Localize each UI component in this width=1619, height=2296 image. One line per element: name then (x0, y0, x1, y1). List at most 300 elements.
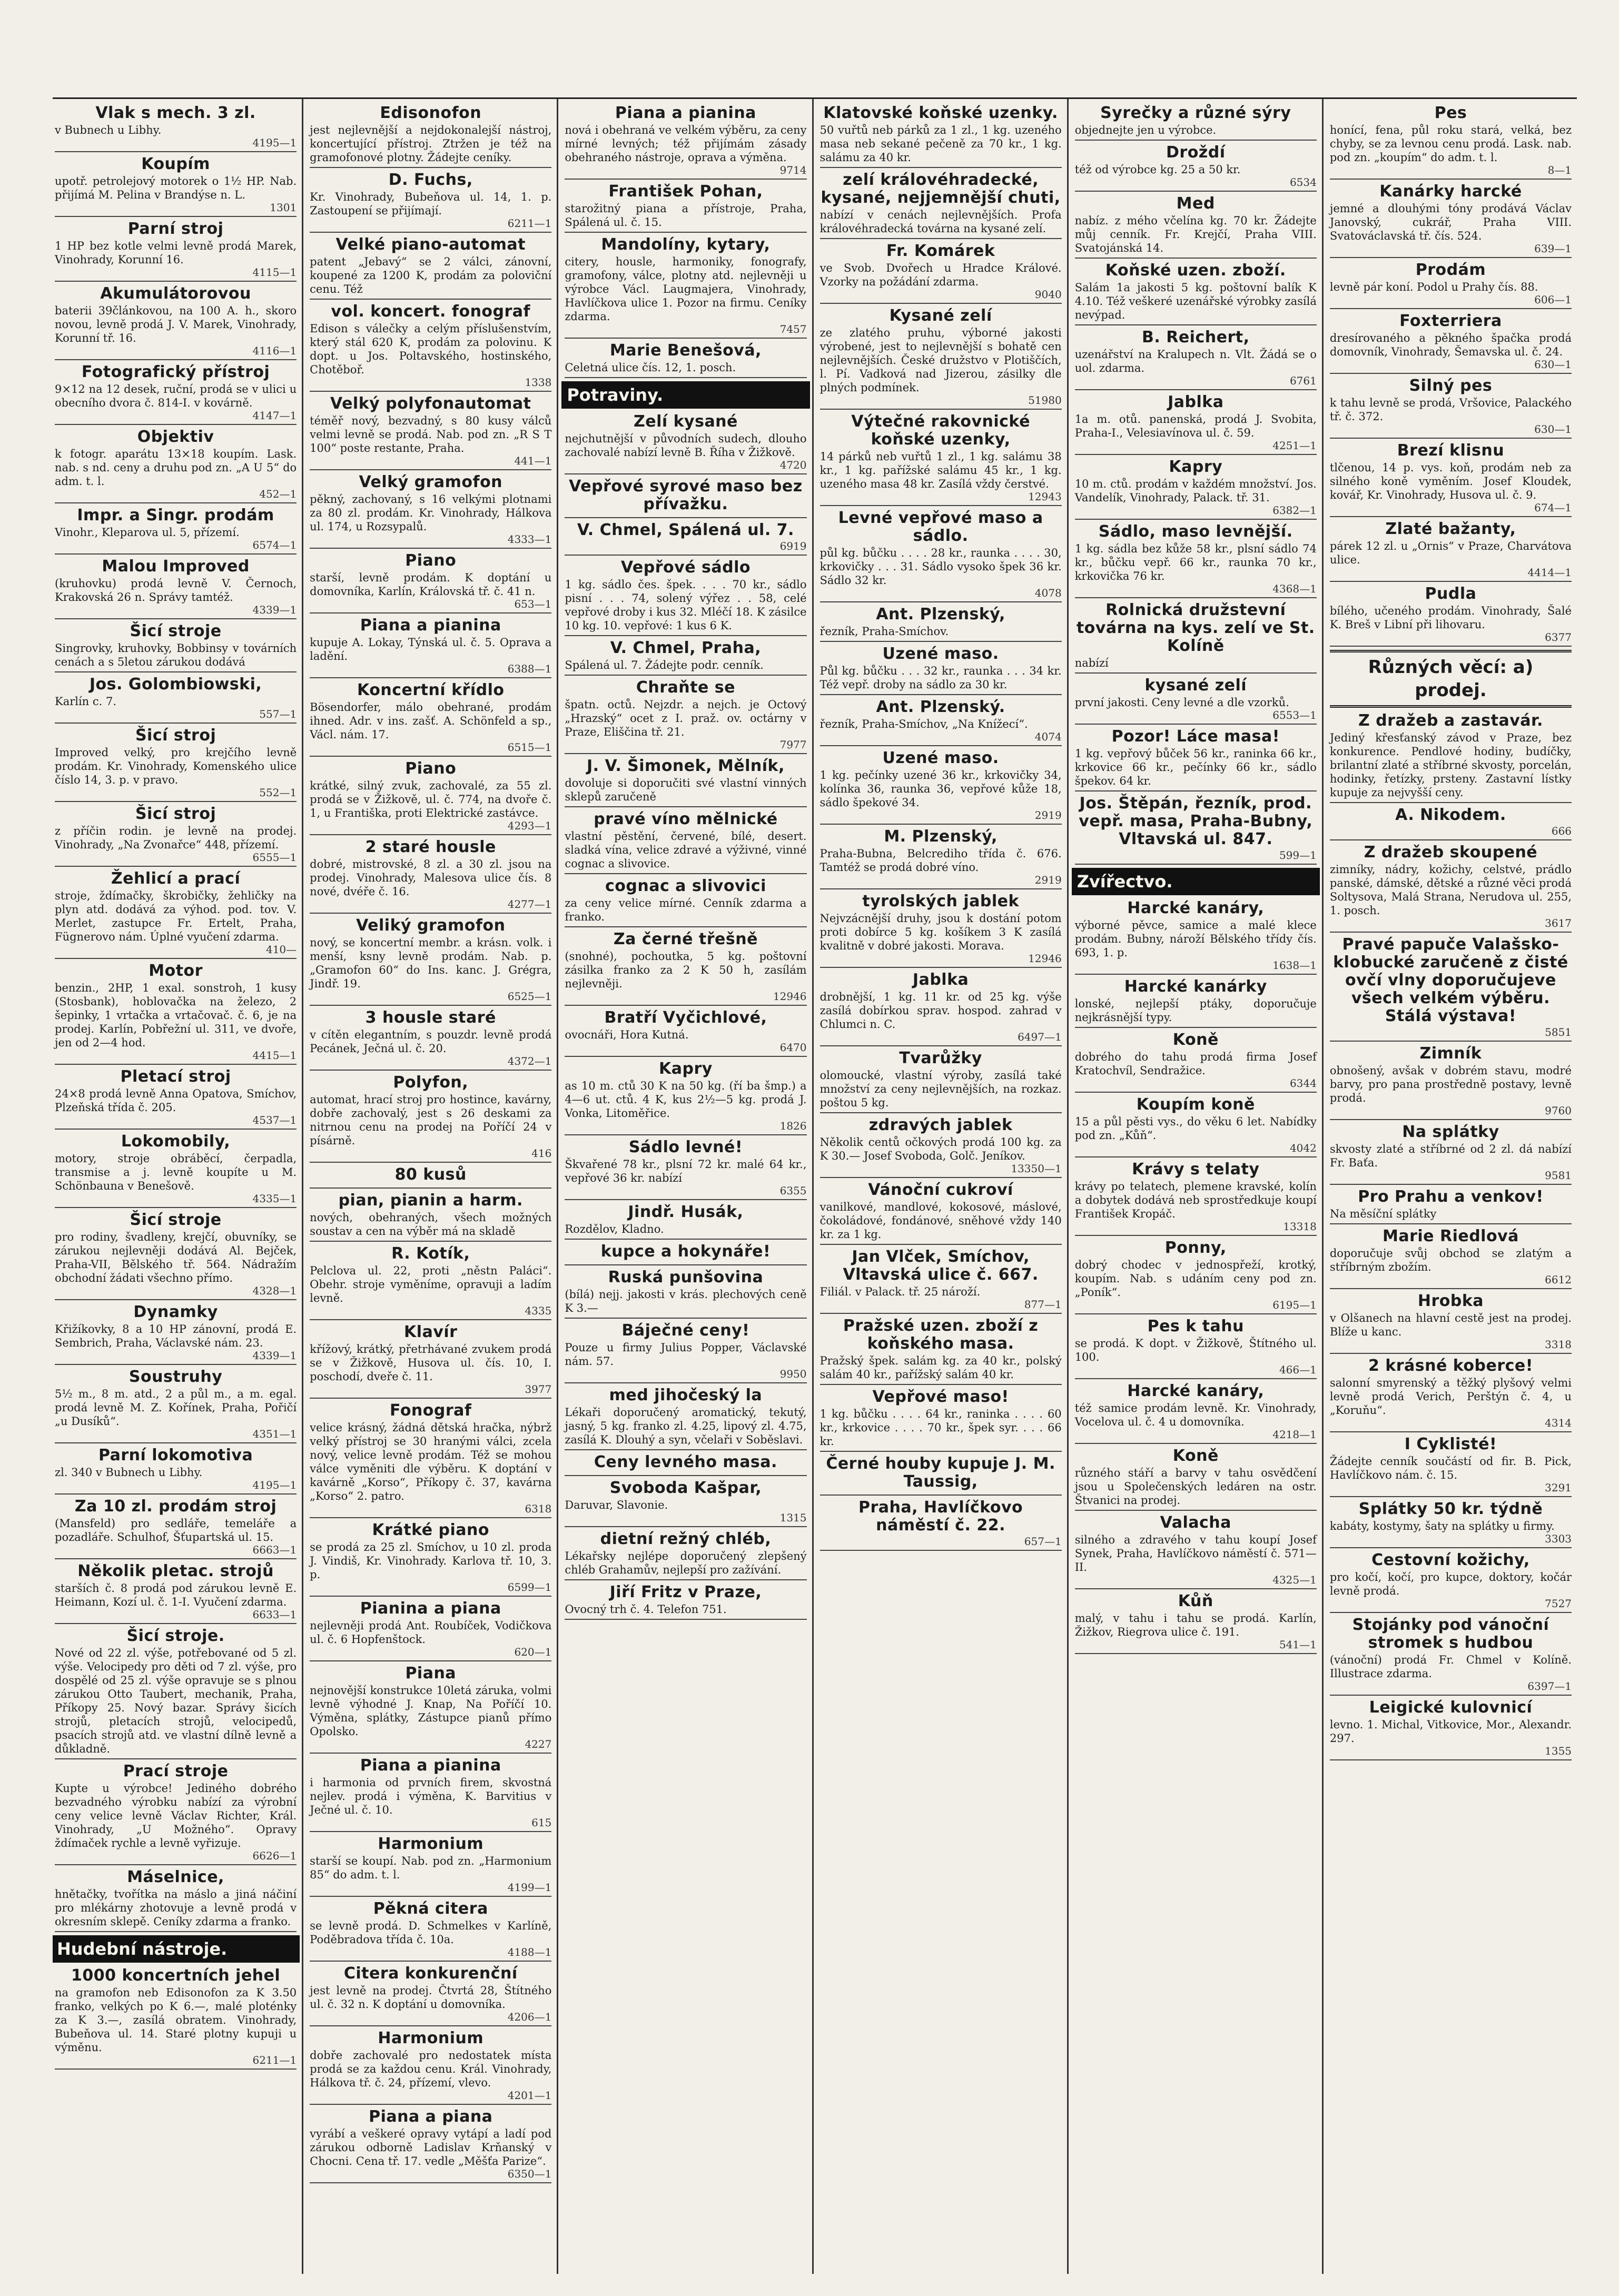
ad-title: Silný pes (1409, 377, 1493, 395)
ad-title: Jiří Fritz v Praze, (609, 1583, 762, 1601)
ad-title: vol. koncert. fonograf (331, 302, 531, 321)
ad-title: Koně (1172, 1447, 1219, 1465)
classified-ad (55, 1303, 297, 1365)
classified-ad (565, 639, 806, 676)
ad-title: Uzené maso. (882, 749, 999, 767)
ad-code: 416 (531, 1147, 552, 1160)
classified-ad (1330, 104, 1572, 180)
ad-title: Výtečné rakovnické koňské uzenky, (851, 412, 1030, 449)
ad-title: Černé houby kupuje J. M. Taussig, (826, 1454, 1055, 1491)
ad-title: Harmonium (378, 2029, 484, 2047)
ad-code: 1301 (270, 201, 297, 214)
classified-ad (310, 1757, 551, 1832)
classified-ad (310, 2108, 551, 2183)
ad-text: se levně prodá. D. Schmelkes v Karlíně, Poděbradova třída č. 10a. (310, 1919, 552, 1946)
ad-title: Edisonofon (380, 104, 482, 122)
ad-text: velice krásný, žádná dětská hračka, nýbrž velký přístroj se 30 hranými válci, zcela nový, velice levně prodám. Též se mohou válce vyměniti dle výběru. K doptání v kavárně „Korso“, Příkopy č. 37, kavárna „Korso“ 2. patro. (310, 1421, 552, 1502)
ad-text: 50 vuřtů neb párků za 1 zl., 1 kg. uzeného masa neb sekané pečeně za 70 kr., 1 kg. salámu za 40 kr. (820, 124, 1062, 164)
ad-code: 3303 (1545, 1532, 1572, 1545)
classified-ad (1330, 1292, 1572, 1354)
ad-title: Za 10 zl. prodám stroj (74, 1497, 277, 1516)
ad-code: 4201—1 (507, 2089, 552, 2102)
classified-ad (1075, 458, 1317, 520)
classified-ad (1075, 195, 1317, 259)
ad-title: Vlak s mech. 3 zl. (95, 104, 256, 122)
ad-text: starší se koupí. Nab. pod zn. „Harmonium 85“ do adm. t. l. (310, 1855, 552, 1881)
classified-ad (55, 1967, 297, 2070)
ad-title: Pianina a piana (360, 1599, 501, 1618)
ad-text: krátké, silný zvuk, zachovalé, za 55 zl. prodá se v Žižkově, ul. č. 774, na dvoře č. 1, u Františka, proti Elektrické zastávce. (310, 779, 552, 819)
ad-title: Z dražeb a zastavár. (1358, 711, 1543, 730)
ad-code: 9760 (1545, 1104, 1572, 1117)
ad-title: Veliký gramofon (356, 916, 506, 935)
ad-text: starší, levně prodám. K doptání u domovníka, Karlín, Královská tř. č. 41 n. (310, 571, 552, 598)
ad-title: Parní lokomotiva (98, 1446, 253, 1464)
ad-title: med jihočeský la (609, 1386, 763, 1404)
ad-text: vanilkové, mandlové, kokosové, máslové, čokoládové, fondánové, sněhové vždy 140 kr. za 1 kg. (820, 1201, 1062, 1241)
ad-text: 1 HP bez kotle velmi levně prodá Marek, Vinohrady, Korunní 16. (55, 240, 297, 266)
ad-code: 4328—1 (252, 1284, 297, 1297)
ad-text: Několik centů očkových prodá 100 kg. za K 30.— Josef Svoboda, Golč. Jeníkov. (820, 1136, 1062, 1162)
ad-title: Pudla (1425, 585, 1477, 603)
ad-text: pěkný, zachovaný, s 16 velkými plotnami za 80 zl. prodám. Kr. Vinohrady, Hálkova ul. 174, u Rozsypalů. (310, 493, 552, 533)
classified-ad (565, 1387, 806, 1450)
ad-code: 4115—1 (252, 266, 297, 279)
ad-text: Vinohr., Kleparova ul. 5, přízemí. (55, 526, 240, 539)
ad-text: Pouze u firmy Julius Popper, Václavské nám. 57. (565, 1341, 807, 1368)
ad-title: Vepřové maso! (872, 1388, 1009, 1406)
ad-text: (vánoční) prodá Fr. Chmel v Kolíně. Illustrace zdarma. (1329, 1654, 1572, 1680)
ad-code: 4720 (779, 459, 807, 471)
classified-ad (1330, 1616, 1572, 1696)
ad-text: drobnější, 1 kg. 11 kr. od 25 kg. výše zasílá dobírkou sprav. hospod. zahrad v Chlumci n. C. (820, 991, 1062, 1031)
ad-text: dobré, mistrovské, 8 zl. a 30 zl. jsou na prodej. Vinohrady, Malesova ulice čís. 8 nové, dvéře č. 16. (310, 858, 552, 898)
ad-code: 4277—1 (507, 898, 552, 911)
ad-text: též samice prodám levně. Kr. Vinohrady, Vocelova ul. č. 4 u domovníka. (1074, 1402, 1317, 1428)
classified-ad (1330, 1228, 1572, 1289)
ad-title: Kysané zelí (889, 306, 992, 325)
ad-title: Kapry (659, 1060, 713, 1078)
ad-title: Fonograf (390, 1401, 472, 1420)
classified-ad (55, 558, 297, 619)
classified-ad (820, 1388, 1062, 1452)
classified-ad (310, 1965, 551, 2026)
ad-title: Pěkná citera (373, 1899, 488, 1918)
ad-code: 4293—1 (507, 819, 552, 832)
ad-text: dobrého do tahu prodá firma Josef Kratochvíl, Sendražice. (1074, 1051, 1317, 1077)
ad-code: 12946 (773, 990, 807, 1003)
classified-ad (310, 236, 551, 300)
ad-text: kabáty, kostymy, šaty na splátky u firmy. (1329, 1520, 1555, 1532)
classified-ad (1330, 585, 1572, 647)
ad-title: Ant. Plzenský. (876, 698, 1005, 716)
section-heading: Různých věcí: a) prodej. (1330, 650, 1572, 708)
ad-text: benzin., 2HP, 1 exal. sonstroh, 1 kusy (Stosbank), hoblovačka na železo, 2 šepinky, 1 vrtačka a vrtačovač. č. 6, je na prodej. Karlín, Pobřežní ul. 311, ve dvoře, jen od 2—4 hod. (55, 982, 297, 1049)
ad-text: jest levně na prodej. Čtvrtá 28, Štítného ul. č. 32 n. K doptání u domovníka. (310, 1984, 552, 2011)
ad-title: Koncertní křídlo (357, 681, 505, 699)
ad-text: 14 párků neb vuřtů 1 zl., 1 kg. salámu 38 kr., 1 kg. pařížské salámu 45 kr., 1 kg. uzeného masa 48 kr. Zasílá vždy čerstvé. (820, 450, 1062, 490)
classified-ad (55, 1562, 297, 1624)
ad-text: vyrábí a veškeré opravy vytápí a ladí pod zárukou odborně Ladislav Krňanský v Chocni. Cena tř. 17. vedle „Měšťa Parize“. (310, 2127, 552, 2168)
ad-code: 4042 (1289, 1142, 1317, 1154)
ad-title: 3 housle staré (365, 1008, 496, 1027)
ad-title: Cestovní kožichy, (1371, 1551, 1530, 1569)
ad-text: Ovocný trh č. 4. Telefon 751. (565, 1603, 727, 1616)
ad-text: Karlín c. 7. (55, 695, 117, 708)
classified-ad (565, 1009, 806, 1057)
ad-title: Droždí (1166, 143, 1226, 162)
classified-ad (1075, 329, 1317, 390)
ad-title: Piana (405, 1664, 457, 1683)
ad-code: 4195—1 (252, 136, 297, 149)
classified-ad (55, 363, 297, 425)
ad-text: salonní smyrenský a těžký plyšový velmi levně prodá Verich, Perštýn č. 4, u „Koruňu“. (1329, 1377, 1572, 1417)
ad-code: 6626—1 (252, 1849, 297, 1862)
ad-text: 5½ m., 8 m. atd., 2 a půl m., a m. egal. prodá levně M. Z. Kořínek, Praha, Pořičí „u Dusíků“. (55, 1388, 297, 1428)
ad-text: zimníky, nádry, kožichy, celstvé, prádlo panské, dámské, dětské a různé věci prodá Soltysova, Malá Strana, Nerudova ul. 255, 1. posch. (1329, 863, 1572, 917)
ad-title: pravé víno mělnické (594, 810, 778, 828)
ad-title: Šicí stroj (135, 805, 216, 823)
ad-text: se prodá za 25 zl. Smíchov, u 10 zl. proda J. Vindiš, Kr. Vinohrady. Karlova tř. 10, 3. p. (310, 1541, 552, 1581)
ad-text: Spálená ul. 7. Žádejte podr. cenník. (565, 659, 764, 671)
ad-text: v Bubnech u Libhy. (55, 124, 162, 136)
classified-ad (310, 1166, 551, 1189)
ad-text: motory, stroje obráběcí, čerpadla, transmise a j. levně koupíte u M. Schönbauna v Benešově. (55, 1152, 297, 1192)
ad-text: Celetná ulice čís. 12, 1. posch. (565, 361, 736, 374)
classified-ad (1075, 1096, 1317, 1157)
classified-ad (310, 104, 551, 168)
ad-code: 410— (265, 943, 297, 956)
ad-code: 630—1 (1534, 358, 1572, 371)
ad-text: Lékařsky nejlépe doporučený zlepšený chléb Grahamův, nejlepší pro zažívání. (565, 1550, 807, 1576)
classified-ad (55, 805, 297, 867)
ad-text: nových, obehraných, všech možných soustav a cen na výběr má na skladě (310, 1211, 552, 1238)
ad-text: Bösendorfer, málo obehrané, prodám ihned. Adr. v ins. zašť. A. Schönfeld a sp., Václ. nám. 17. (310, 701, 552, 741)
classified-ad (55, 104, 297, 152)
classified-ad (565, 1584, 806, 1620)
ad-text: as 10 m. ctů 30 K na 50 kg. (ří ba šmp.) a 4—6 ut. ctů. 4 K, kus 2½—5 kg. prodá J. Vonka, Litoměřice. (565, 1080, 807, 1120)
classified-ad (1330, 806, 1572, 840)
ad-text: nová i obehraná ve velkém výběru, za ceny mírné levných; též přijímám zásady obehraného nástroje, oprava a výměna. (565, 124, 807, 164)
column-3 (557, 99, 812, 2274)
ad-title: Máselnice, (127, 1868, 224, 1886)
classified-ad (1075, 1318, 1317, 1379)
classified-ad (310, 1192, 551, 1242)
section-heading: Potraviny. (561, 381, 810, 409)
ad-title: Dynamky (133, 1303, 218, 1321)
classified-ad (1075, 262, 1317, 325)
ad-code: 6388—1 (507, 662, 552, 675)
classified-ad (565, 342, 806, 378)
ad-code: 6534 (1289, 176, 1317, 189)
ad-text: k tahu levně se prodá, Vršovice, Palackého tř. č. 372. (1329, 397, 1572, 423)
ad-title: Koupím (141, 155, 210, 173)
classified-ad (1330, 183, 1572, 258)
classified-ad (55, 507, 297, 555)
classified-ad (1075, 393, 1317, 455)
ad-code: 4351—1 (252, 1428, 297, 1440)
ad-text: Škvařené 78 kr., plsní 72 kr. malé 64 kr., vepřové 36 kr. nabízí (565, 1158, 807, 1184)
classified-ad (55, 727, 297, 802)
ad-title: zelí královéhradecké, kysané, nejjemnější chuti, (821, 171, 1061, 207)
column-2 (302, 99, 557, 2274)
section-heading: Zvířectvo. (1072, 868, 1320, 895)
ad-title: Šicí stroje (130, 1211, 222, 1229)
ad-text: bílého, učeného prodám. Vinohrady, Šalé K. Breš v Libní při lihovaru. (1329, 605, 1572, 631)
ad-title: Jan Vlček, Smíchov, Vltavská ulice č. 667. (843, 1248, 1039, 1284)
classified-ad (565, 1530, 806, 1580)
ad-text: Kupte u výrobce! Jediného dobrého bezvadného výrobku nabízí za výrobní ceny velice levně Václav Richter, Král. Vinohrady, „U Možného“. Opravy ždímaček rychle a levně vyřizuje. (55, 1782, 297, 1849)
ad-code: 541—1 (1279, 1638, 1317, 1651)
ad-title: Zelí kysané (633, 412, 738, 431)
ad-title: Bratří Vyčichlové, (604, 1008, 767, 1027)
ad-title: Harmonium (378, 1835, 484, 1853)
ad-code: 9950 (779, 1368, 807, 1380)
ad-code: 606—1 (1534, 293, 1572, 306)
ad-title: Piano (405, 759, 457, 778)
ad-title: Velké piano-automat (335, 235, 526, 254)
classified-ad (1075, 601, 1317, 674)
classified-ad (1330, 1436, 1572, 1497)
ad-title: Kůň (1178, 1592, 1213, 1610)
ad-code: 4074 (1034, 730, 1062, 743)
ad-text: dresírovaného a pěkného špačka prodá domovník, Vinohrady, Šemavska ul. č. 24. (1329, 332, 1572, 358)
ad-text: Kr. Vinohrady, Bubeňova ul. 14, 1. p. Zastoupení se přijímají. (310, 191, 552, 217)
classified-ad (310, 552, 551, 613)
ad-code: 6397—1 (1527, 1680, 1572, 1693)
ad-text: baterii 39článkovou, na 100 A. h., skoro novou, levně prodá J. V. Marek, Vinohrady, Korunní tř. 16. (55, 304, 297, 344)
ad-text: 1 kg. sádla bez kůže 58 kr., plsní sádlo 74 kr., bůčku vepř. 66 kr., raunka 70 kr., krkovička 76 kr. (1074, 542, 1317, 582)
classified-ad (310, 1323, 551, 1399)
ad-code: 4195—1 (252, 1479, 297, 1491)
ad-text: nejlevněji prodá Ant. Roubíček, Vodičkova ul. č. 6 Hopfenštock. (310, 1619, 552, 1646)
classified-ad (820, 104, 1062, 168)
ad-code: 4251—1 (1272, 439, 1317, 452)
ad-text: 1a m. otů. panenská, prodá J. Svobita, Praha-I., Velesiavínova ul. č. 59. (1074, 413, 1317, 439)
ad-title: Akumulátorovou (100, 284, 251, 303)
ad-code: 6211—1 (252, 2054, 297, 2066)
ad-text: dovoluje si doporučiti své vlastní vinných sklepů zaručeně (565, 777, 807, 803)
classified-ad (1075, 1239, 1317, 1314)
ad-text: Jediný křesťanský závod v Praze, bez konkurence. Pendlové hodiny, budíčky, brilantní zlaté a stříbrné skvosty, porcelán, hodinky, řetízky, prsteny. Zastavní lístky kupuje za nejvyšší ceny. (1329, 731, 1572, 799)
ad-text: i harmonia od prvních firem, skvostná nejlev. prodá i výměna, K. Barvitius v Ječné ul. č. 10. (310, 1776, 552, 1816)
ad-code: 6525—1 (507, 990, 552, 1003)
ad-code: 4335 (525, 1304, 552, 1317)
classified-ad (55, 220, 297, 282)
ad-text: ze zlatého pruhu, výborné jakosti výrobené, jest to nejlevnější s bohatě cen nejlevnějších. České družstvo v Plotiščích, l. Pí. Vadková nad Jizerou, zásilky dle plných podmínek. (820, 326, 1062, 394)
ad-title: Piano (405, 551, 457, 570)
ad-title: Pozor! Láce masa! (1111, 727, 1280, 746)
ad-title: Krátké piano (372, 1521, 490, 1539)
classified-ad (565, 478, 806, 518)
ad-code: 4333—1 (507, 533, 552, 546)
ad-code: 6377 (1545, 631, 1572, 644)
ad-title: Piana a pianina (360, 1756, 501, 1775)
ad-code: 1315 (779, 1511, 807, 1524)
classified-ad (565, 1060, 806, 1135)
ad-text: k fotogr. aparátu 13×18 koupím. Lask. nab. s nd. ceny a druhu pod zn. „A U 5“ do adm. t. l. (55, 448, 297, 488)
ad-code: 4368—1 (1272, 582, 1317, 595)
ad-title: Kanárky harcké (1379, 182, 1522, 201)
ad-code: 3291 (1545, 1481, 1572, 1494)
column-6 (1322, 99, 1577, 2274)
classified-ad (55, 155, 297, 217)
ad-text: Singrovky, kruhovky, Bobbinsy v továrních cenách a s 5letou zárukou dodává (55, 642, 297, 668)
ad-text: pro rodiny, švadleny, krejčí, obuvníky, se zárukou nejlevněji dodává Al. Bejček, Praha-VII, Bělského tř. 564. Nádražím obchodní žádati všechno přímo. (55, 1231, 297, 1284)
ad-text: Praha-Bubna, Belcrediho třída č. 676. Tamtéž se prodá dobré víno. (820, 847, 1062, 874)
ad-title: D. Fuchs, (388, 171, 473, 189)
ad-text: 24×8 prodá levně Anna Opatova, Smíchov, Plzeňská třída č. 205. (55, 1087, 297, 1114)
ad-title: Velký polyfonautomat (330, 394, 531, 413)
ad-text: nabíz. z mého včelína kg. 70 kr. Žádejte můj cenník. Fr. Krejčí, Praha VIII. Svatojánská 14. (1074, 214, 1317, 254)
ad-code: 6515—1 (507, 741, 552, 754)
classified-ad (820, 1248, 1062, 1314)
classified-ad (310, 1245, 551, 1320)
classified-ad (565, 236, 806, 339)
ad-title: 2 staré housle (365, 838, 496, 856)
classified-ad (1330, 1045, 1572, 1120)
ad-code: 7457 (779, 323, 807, 335)
ad-code: 639—1 (1534, 242, 1572, 255)
ad-text: Nové od 22 zl. výše, potřebované od 5 zl. výše. Velocipedy pro děti od 7 zl. výše, pro dospělé od 25 zl. výše opravuje se s plnou zárukou Otto Taubert, mechanik, Praha, Příkopy 25. Nový bazar. Správy šicích strojů, pletacích strojů, velocipedů, psacích strojů atd. ve vlastní dílně levně a důkladně. (55, 1647, 297, 1755)
ad-code: 452—1 (259, 488, 297, 500)
ad-title: František Pohan, (608, 182, 763, 201)
ad-title: Citera konkurenční (343, 1964, 518, 1983)
ad-title: J. V. Šimonek, Mělník, (586, 757, 785, 775)
ad-code: 1638—1 (1272, 959, 1317, 972)
ad-text: na gramofon neb Edisonofon za K 3.50 franko, velkých po K 6.—, malé ploténky za K 3.—, zasílá obratem. Vinohrady, Bubeňova ul. 14. Staré plotny kupuji u výměnu. (55, 1986, 297, 2054)
ad-text: upotř. petrolejový motorek o 1½ HP. Nab. přijímá M. Pelina v Brandýse n. L. (55, 175, 297, 201)
ad-title: Marie Riedlová (1383, 1227, 1519, 1245)
ad-text: dobře zachovalé pro nedostatek místa prodá se za každou cenu. Král. Vinohrady, Hálkova tř. č. 24, přízemí, vlevo. (310, 2049, 552, 2089)
ad-code: 4116—1 (252, 344, 297, 357)
ad-code: 441—1 (514, 454, 552, 467)
classified-ad (55, 428, 297, 503)
classified-ad (1330, 1551, 1572, 1613)
classified-ad (565, 1322, 806, 1383)
ad-title: Sádlo levné! (628, 1138, 743, 1156)
classified-ad (310, 760, 551, 835)
ad-code: 6344 (1289, 1077, 1317, 1090)
classified-ad (55, 1068, 297, 1130)
ad-title: Báječné ceny! (621, 1321, 750, 1340)
ad-text: Nejvzácnější druhy, jsou k dostání potom proti dobírce 5 kg. košíkem 3 K zasílá kvalitně v dobré jakosti. Morava. (820, 912, 1062, 952)
ad-title: Stojánky pod vánoční stromek s hudbou (1352, 1616, 1549, 1652)
classified-ad (820, 1181, 1062, 1245)
classified-ad (1330, 442, 1572, 517)
ad-text: obnošený, avšak v dobrém stavu, modré barvy, pro pana prostředně postavy, levně prodá. (1329, 1064, 1572, 1104)
classified-ad (310, 473, 551, 549)
ad-text: 1 kg. pečínky uzené 36 kr., krkovičky 34, kolínka 36, raunka 36, vepřové kůže 18, sádlo špekové 34. (820, 769, 1062, 809)
classified-ad (1330, 1357, 1572, 1432)
ad-title: Harcké kanáry, (1127, 899, 1265, 917)
classified-ad (820, 307, 1062, 410)
classified-ad (565, 413, 806, 474)
ad-text: se prodá. K dopt. v Žižkově, Štítného ul. 100. (1074, 1337, 1317, 1363)
classified-ad (310, 1665, 551, 1754)
ad-text: Křižíkovky, 8 a 10 HP zánovní, prodá E. Sembrich, Praha, Václavské nám. 23. (55, 1323, 297, 1349)
ad-title: dietní režný chléb, (600, 1530, 772, 1548)
ad-text: (Mansfeld) pro sedláře, temeláře a pozadláře. Schulhof, Šťupartská ul. 15. (55, 1517, 297, 1543)
ad-code: 1355 (1545, 1745, 1572, 1757)
ad-text: křížový, krátký, přetrhávané zvukem prodá se v Žižkově, Husova ul. čís. 10, I. poschodí, dveře č. 11. (310, 1343, 552, 1383)
classified-ad (565, 679, 806, 754)
ad-text: téměř nový, bezvadný, s 80 kusy válců velmi levně se prodá. Nab. pod zn. „R S T 100“ poste restante, Praha. (310, 414, 552, 454)
ad-title: M. Plzenský, (884, 827, 998, 846)
classified-ad (565, 931, 806, 1006)
ad-title: Syrečky a různé sýry (1100, 104, 1291, 122)
ad-code: 630—1 (1534, 423, 1572, 436)
classified-ad (1330, 377, 1572, 439)
column-1 (53, 99, 302, 2274)
ad-title: Vánoční cukroví (868, 1181, 1013, 1199)
ad-text: automat, hrací stroj pro hostince, kavárny, dobře zachovalý, jest s 26 deskami za nitrnou cenu na prodej na Poříčí 24 v písárně. (310, 1093, 552, 1147)
classified-ad (1330, 1500, 1572, 1548)
ad-title: Několik pletac. strojů (77, 1562, 274, 1580)
classified-ad (1075, 728, 1317, 791)
ad-text: 9×12 na 12 desek, ruční, prodá se v ulici u obecního dvora č. 814-I. v kovárně. (55, 383, 297, 409)
classified-ad (1330, 520, 1572, 582)
ad-text: levno. 1. Michal, Vitkovice, Mor., Alexandr. 297. (1329, 1718, 1572, 1745)
ad-code: 7527 (1545, 1597, 1572, 1610)
ad-code: 6211—1 (507, 217, 552, 230)
ad-text: výborné pěvce, samice a malé klece prodám. Bubny, nároží Bělského třídy čís. 693, 1. p. (1074, 919, 1317, 959)
ad-text: Salám 1a jakosti 5 kg. poštovní balík K 4.10. Též veškeré uzenářské výrobky zasílá nevýpad. (1074, 281, 1317, 321)
classified-ad (820, 698, 1062, 746)
classified-ad (1075, 677, 1317, 725)
ad-code: 6633—1 (252, 1608, 297, 1621)
ad-text: (kruhovku) prodá levně V. Černoch, Krakovská 26 n. Správy tamtéž. (55, 577, 297, 603)
classified-ad (1330, 1699, 1572, 1760)
ad-code: 1338 (525, 376, 552, 389)
ad-code: 6919 (779, 540, 807, 552)
ad-text: starších č. 8 prodá pod zárukou levně E. Heimann, Kozí ul. č. 1-I. Vyučení zdarma. (55, 1582, 297, 1608)
classified-ad (55, 1498, 297, 1559)
ad-title: Jos. Štěpán, řezník, prod. vepř. masa, Praha-Bubny, Vltavská ul. 847. (1079, 794, 1313, 848)
ad-title: Šicí stroje. (126, 1627, 225, 1645)
ad-code: 552—1 (259, 786, 297, 799)
ad-title: Klatovské koňské uzenky. (823, 104, 1058, 122)
ad-code: 3318 (1545, 1338, 1572, 1351)
ad-code: 4339—1 (252, 603, 297, 616)
ad-text: v cítěn elegantním, s pouzdr. levně prodá Pecánek, Ječná ul. č. 20. (310, 1028, 552, 1055)
ad-title: Malou Improved (102, 557, 250, 576)
classified-ad (565, 104, 806, 180)
classified-ad (1075, 1592, 1317, 1654)
ad-code: 2919 (1034, 809, 1062, 822)
classified-ad (310, 917, 551, 1006)
ad-text: Lékaři doporučený aromatický, tekutý, jasný, 5 kg. franko zl. 4.25, lipový zl. 4.75, zasílá K. Dlouhý a syn, včelaři v Soběslavi. (565, 1406, 807, 1446)
ad-title: Mandolíny, kytary, (601, 235, 771, 254)
ad-code: 6195—1 (1272, 1299, 1317, 1311)
classified-ad (310, 2030, 551, 2105)
ad-title: Šicí stroje (130, 622, 222, 640)
ad-text: olomoucké, vlastní výroby, zasílá také množství za ceny nejlevnějších, na rozkaz. poštou 5 kg. (820, 1069, 1062, 1109)
ad-text: první jakosti. Ceny levné a dle vzorků. (1074, 696, 1289, 709)
classified-ad (820, 971, 1062, 1046)
ad-code: 666 (1551, 825, 1572, 837)
classified-ad (820, 1050, 1062, 1113)
ad-title: Klavír (404, 1323, 458, 1341)
ad-title: 80 kusů (394, 1165, 467, 1184)
ad-title: 2 krásné koberce! (1368, 1357, 1533, 1375)
classified-ad (1330, 1123, 1572, 1185)
ad-title: Pes (1434, 104, 1467, 122)
ad-title: Lokomobily, (121, 1132, 231, 1151)
classified-ad (1075, 1382, 1317, 1444)
classified-ad (55, 1368, 297, 1443)
ad-text: doporučuje svůj obchod se zlatým a stříbrným zbožím. (1329, 1247, 1572, 1273)
